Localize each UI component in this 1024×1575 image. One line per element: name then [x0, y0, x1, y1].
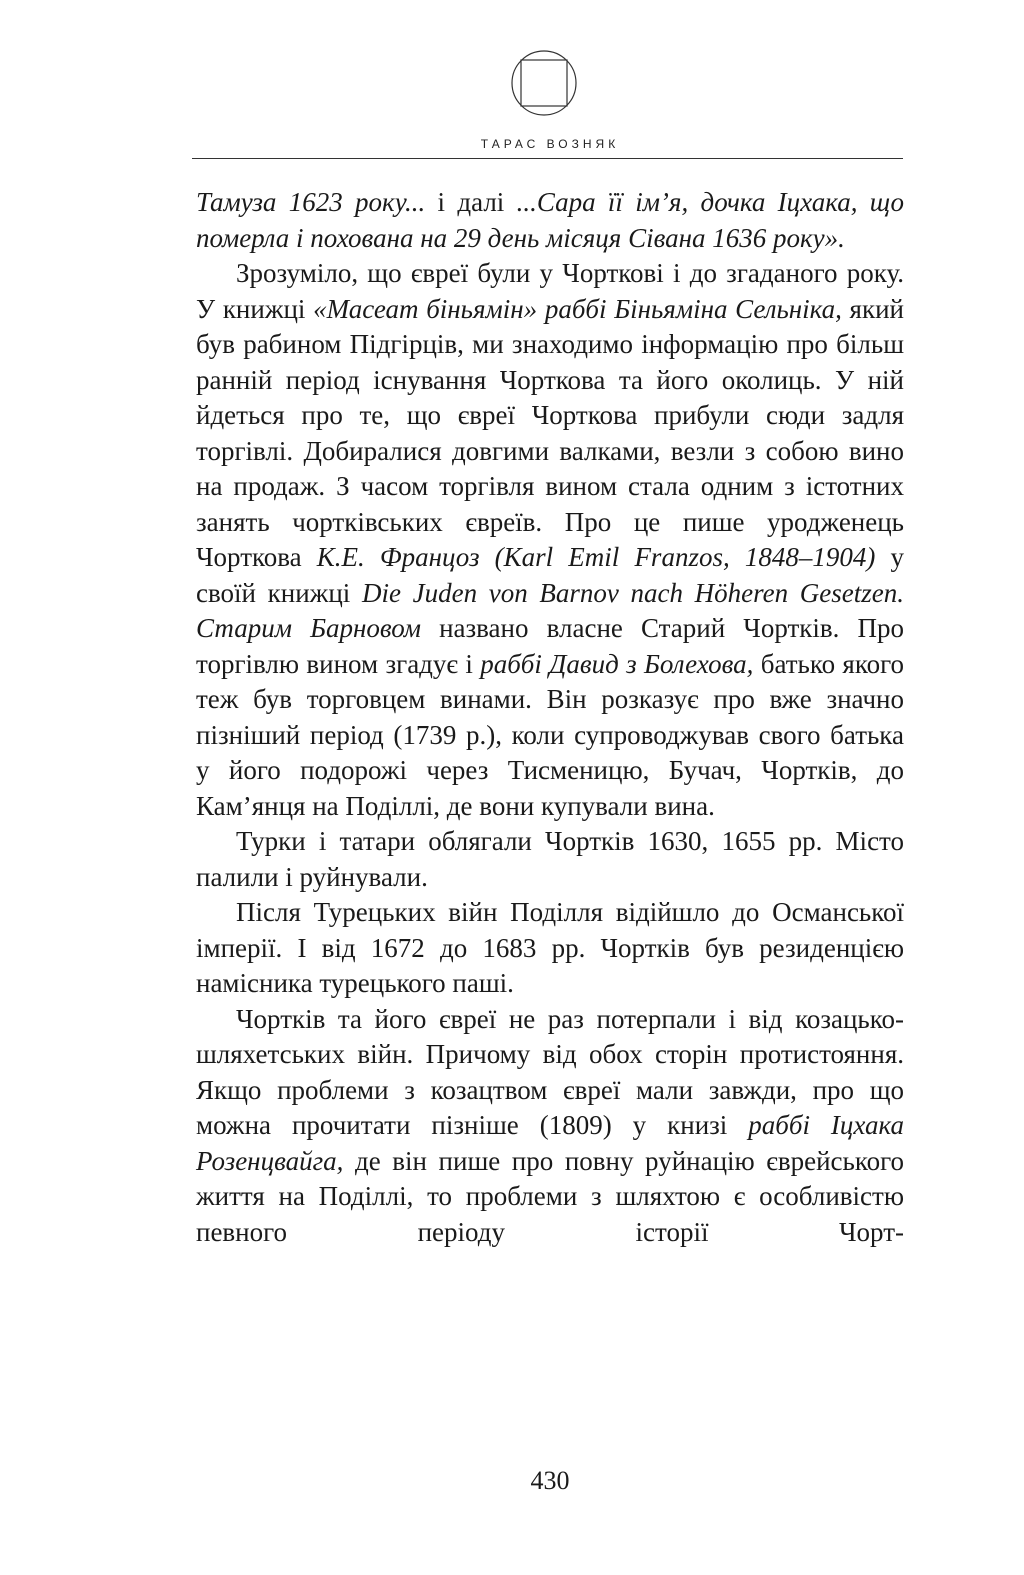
text-run: де він пише про повну руйнацію єврейського життя на Поділлі, то проблеми з шляхтою є особливістю певного періоду історії Чорт- — [196, 1145, 904, 1247]
running-head: ТАРАС ВОЗНЯК — [480, 137, 620, 151]
text-run: Зрозуміло, що євреї були у Чорткові і до згаданого року. У книжці — [196, 258, 904, 324]
text-run: Після Турецьких війн Поділля відійшло до Османської імперії. І від 1672 до 1683 рр. Чортків був резиденцією намісника турецького паші. — [196, 897, 904, 998]
paragraph — [196, 895, 904, 1002]
paragraph-continued — [196, 185, 904, 256]
italic-reference: Die Juden von Barnov nach Höheren Gesetzen. Старим Барновом — [196, 577, 905, 643]
text-run: і далі — [425, 187, 517, 217]
italic-reference: «Масеат біньямін» раббі Біньяміна Сельніка, — [313, 293, 842, 324]
italic-quote: Тамуза 1623 року... — [196, 187, 426, 217]
text-run: названо власне Старий Чортків. Про торгівлю вином згадує і — [196, 613, 904, 679]
publisher-logo — [511, 50, 577, 116]
italic-reference: раббі Іцхака Розенцвайга, — [196, 1110, 904, 1176]
text-run: який був рабином Підгірців, ми знаходимо інформацію про більш ранній період існування Чорткова та його околиць. У ній йдеться про те, що євреї Чорткова прибули сюди задля торгівлі. Добиралися довгими валками, везли з собою вино на продаж. З часом торгівля вином стала одним з істотних занять чортківських євреїв. Про це пише уродженець Чорткова — [196, 293, 904, 572]
text-run: батько якого теж був торговцем винами. Він розказує про вже значно пізніший період (1739 р.), коли супроводжував свого батька у його подорожі через Тисменицю, Бучач, Чортків, до Кам’янця на Поділлі, де вони купували вина. — [196, 648, 904, 821]
text-run: Чортків та його євреї не раз потерпали і від козацько-шляхетських війн. Причому від обох сторін протистояння. Якщо проблеми з козацтвом євреї мали завжди, про що можна прочитати пізніше (1809) у книзі — [196, 1003, 904, 1140]
header-rule — [192, 158, 903, 159]
text-run: Турки і татари облягали Чортків 1630, 1655 рр. Місто палили і руйнували. — [196, 826, 904, 892]
paragraph — [196, 824, 904, 895]
italic-reference: К.Е. Францоз (Karl Emil Franzos, 1848–1904) — [316, 542, 876, 572]
body-text — [196, 185, 904, 1250]
italic-reference: раббі Давид з Болехова, — [480, 648, 754, 679]
page-number: 430 — [530, 1466, 570, 1495]
text-run: у своїй книжці — [196, 542, 905, 608]
paragraph — [196, 1002, 904, 1251]
paragraph — [196, 256, 904, 824]
italic-quote: ...Сара її ім’я, дочка Іцхака, що померла і похована на 29 день місяця Сівана 1636 року». — [196, 187, 905, 253]
